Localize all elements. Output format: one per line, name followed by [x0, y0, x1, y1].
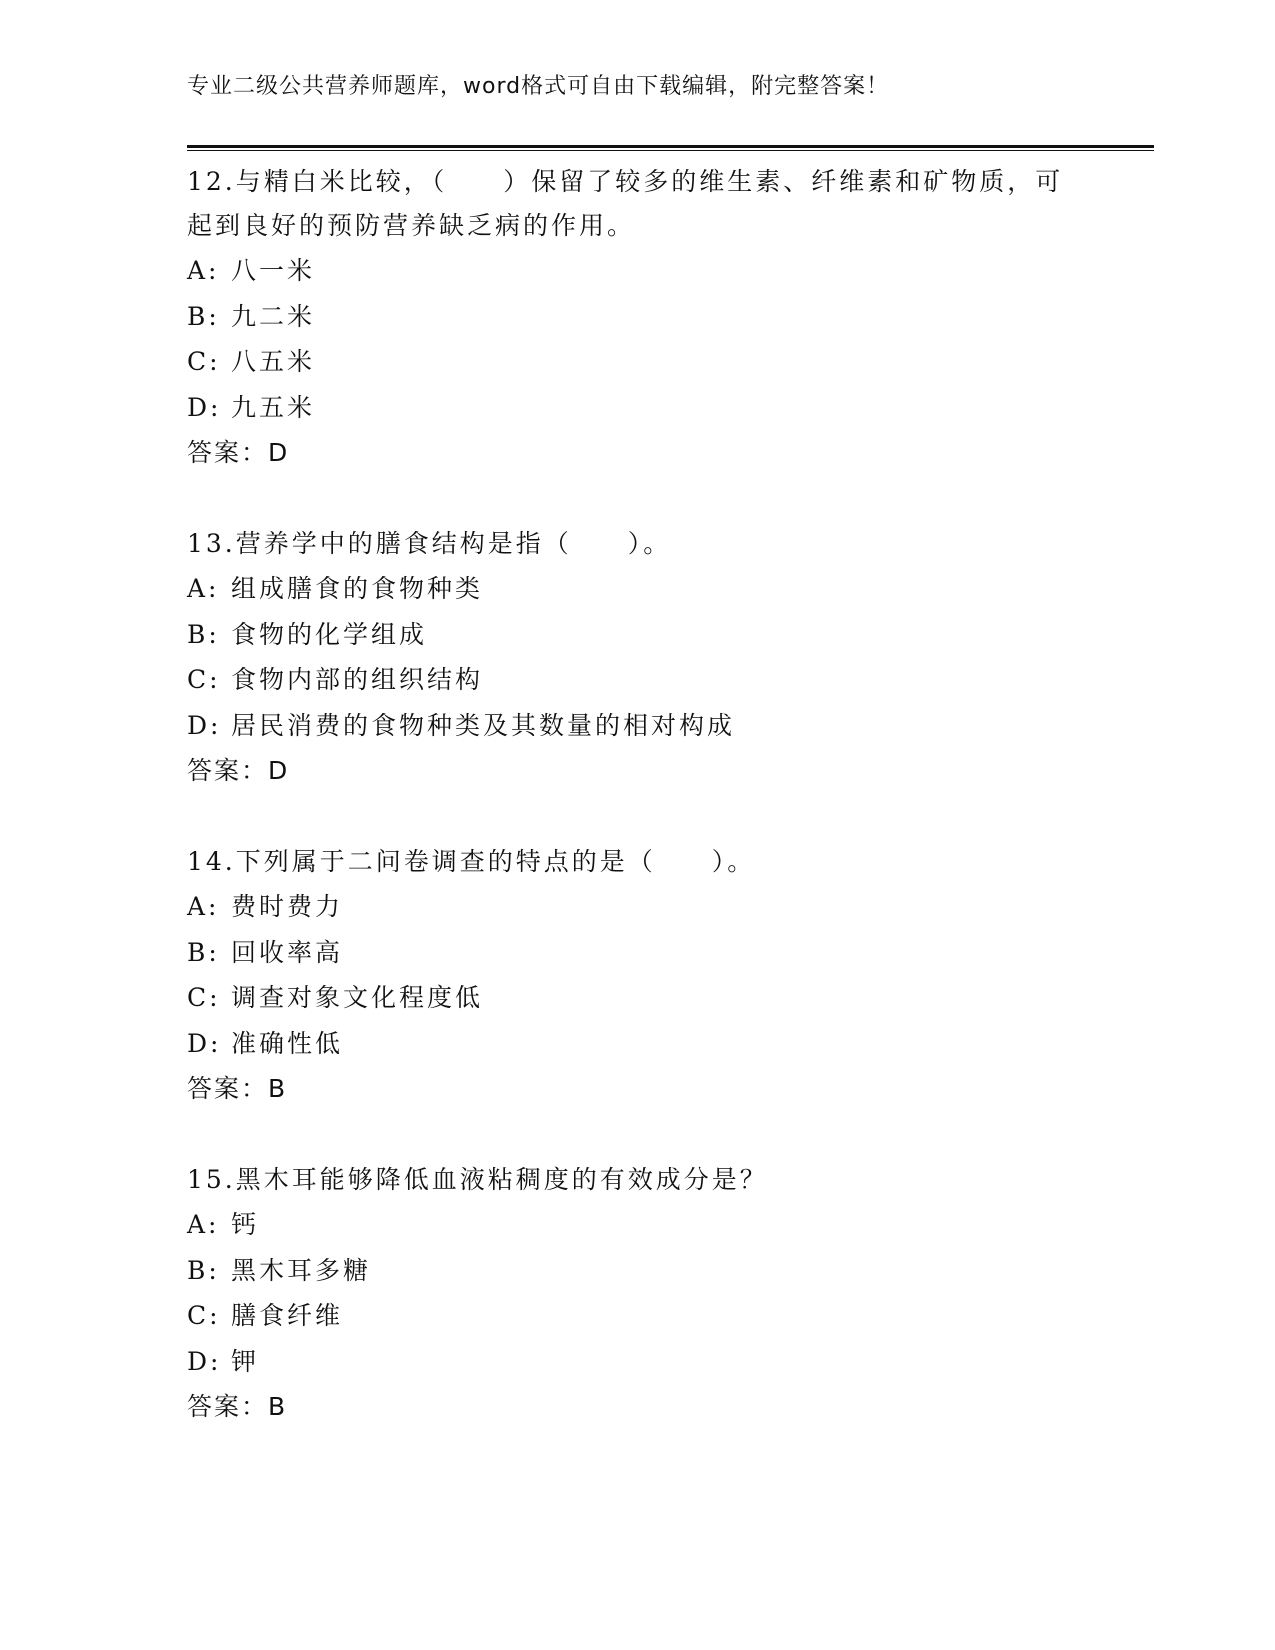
option-a	[187, 884, 1087, 930]
option-key: A:	[187, 1210, 220, 1239]
question-stem: 13.营养学中的膳食结构是指（ ）。	[187, 529, 672, 558]
answer-line: 答案：D	[187, 438, 290, 467]
option-b	[187, 1248, 1087, 1294]
option-key: D:	[187, 1346, 222, 1376]
option-text: 八五米	[231, 347, 316, 376]
option-key: C:	[187, 665, 221, 694]
answer-line: 答案：B	[187, 1074, 288, 1103]
option-text: 费时费力	[231, 892, 344, 921]
question-14	[187, 840, 1087, 1112]
question-stem: 15.黑木耳能够降低血液粘稠度的有效成分是？	[187, 1165, 768, 1194]
option-key: D:	[187, 1028, 222, 1058]
option-c	[187, 975, 1087, 1021]
question-12	[187, 160, 1087, 476]
option-a	[187, 248, 1087, 294]
option-c	[187, 1293, 1087, 1339]
option-text: 钙	[231, 1210, 260, 1239]
option-text: 调查对象文化程度低	[231, 983, 484, 1012]
option-text: 九五米	[231, 392, 316, 422]
option-c	[187, 657, 1087, 703]
option-c	[187, 339, 1087, 385]
option-text: 膳食纤维	[231, 1301, 344, 1330]
option-a	[187, 566, 1087, 612]
option-key: B:	[187, 619, 220, 649]
option-text: 黑木耳多糖	[231, 1255, 372, 1285]
option-key: A:	[187, 574, 220, 603]
option-b	[187, 930, 1087, 976]
option-d	[187, 385, 1087, 431]
option-b	[187, 294, 1087, 340]
option-d	[187, 1021, 1087, 1067]
question-stem: 12.与精白米比较，（ ）保留了较多的维生素、纤维素和矿物质，可起到良好的预防营养缺乏病的作用。	[187, 167, 1064, 240]
option-text: 食物的化学组成	[231, 619, 428, 649]
option-text: 钾	[231, 1346, 260, 1376]
option-key: C:	[187, 347, 221, 376]
option-text: 组成膳食的食物种类	[231, 574, 484, 603]
answer-line: 答案：B	[187, 1392, 288, 1421]
page-header-title: 专业二级公共营养师题库，word格式可自由下载编辑，附完整答案！	[187, 74, 890, 99]
question-list	[187, 160, 1087, 1476]
option-key: C:	[187, 983, 221, 1012]
option-text: 食物内部的组织结构	[231, 665, 484, 694]
answer-line: 答案：D	[187, 756, 290, 785]
option-key: D:	[187, 710, 222, 740]
option-key: A:	[187, 892, 220, 921]
question-stem: 14.下列属于二问卷调查的特点的是（ ）。	[187, 847, 756, 876]
option-key: B:	[187, 301, 220, 331]
option-text: 居民消费的食物种类及其数量的相对构成	[231, 710, 736, 740]
question-13	[187, 522, 1087, 794]
option-key: B:	[187, 937, 220, 967]
question-15	[187, 1158, 1087, 1430]
option-d	[187, 1339, 1087, 1385]
option-text: 回收率高	[231, 937, 344, 967]
option-text: 准确性低	[231, 1028, 344, 1058]
option-key: B:	[187, 1255, 220, 1285]
option-b	[187, 612, 1087, 658]
option-key: C:	[187, 1301, 221, 1330]
option-text: 九二米	[231, 301, 316, 331]
header-rule-thin	[187, 150, 1154, 151]
option-key: A:	[187, 256, 220, 285]
option-text: 八一米	[231, 256, 316, 285]
option-a	[187, 1202, 1087, 1248]
option-d	[187, 703, 1087, 749]
option-key: D:	[187, 392, 222, 422]
header-rule-thick	[187, 145, 1154, 148]
